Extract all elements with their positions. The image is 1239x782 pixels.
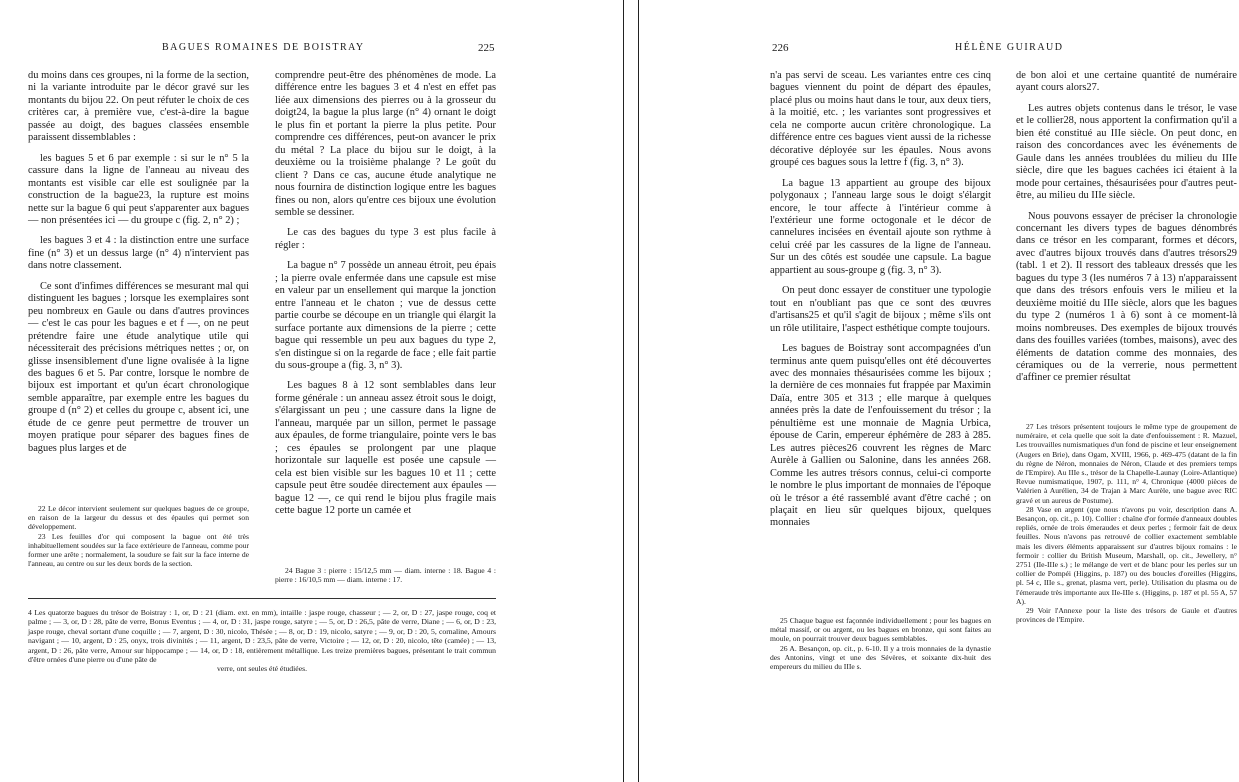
running-head-right: HÉLÈNE GUIRAUD bbox=[955, 42, 1064, 53]
footnote: 22 Le décor intervient seulement sur quelques bagues de ce groupe, en raison de la largeur du dessus et des épaules qui permet son développement. bbox=[28, 504, 249, 532]
footnote: 25 Chaque bague est façonnée individuellement ; pour les bagues en métal massif, or ou argent, ou les bagues en bronze, qui sont faites au moule, on pourrait trouver deux bagues semblables. bbox=[770, 616, 991, 644]
paragraph: n'a pas servi de sceau. Les variantes entre ces cinq bagues viennent du point de départ des épaules, placé plus ou moins haut dans le tour, aux deux tiers, à la moitié, etc. ; les variantes sont progressives et cela ne comporte aucun critère chronologique. La différence entre ces bagues vient aussi de la richesse décorative déployée sur les épaules. Nous avons groupé ces bagues sous la lettre f (fig. 3, n° 3). bbox=[770, 70, 991, 169]
paragraph: Ce sont d'infimes différences se mesurant mal qui distinguent les bagues ; lorsque les exemplaires sont peu nombreux en Gaule ou dans d'autres provinces — c'est le cas pour les bagues e et f —, on ne peut prétendre faire une étude analytique utile qui nécessiterait des précisions métriques nettes ; or, on glisse insensiblement d'une ligne ovalisée à la ligne des bagues 6 et 5. Par contre, lorsque le nombre de bijoux est important et qu'un écart chronologique semble apparaître, par exemple entre les bagues du groupe d (n° 2) et celles du groupe c, absent ici, une étude de ce genre peut permettre de trouver un moyen pratique pour séparer des bagues fines de bagues plus larges et de bbox=[28, 280, 249, 454]
right-column-1-footnotes bbox=[770, 616, 991, 671]
footnote: 4 Les quatorze bagues du trésor de Boistray : 1, or, D : 21 (diam. ext. en mm), intaille : jaspe rouge, chasseur ; — 2, or, D : 27, jaspe rouge, coq et palme ; — 3, or, D : 28, pâte de verre, Bonus Eventus ; — 4, or, D : 31, jaspe rouge, satyre ; — 5, or, D : 26,5, pâte de verre, Diane ; — 6, or, D : 23, jaspe rouge, cheval sortant d'une coquille ; — 7, argent, D : 30, nicolo, Thésée ; — 8, or, D : 19, nicolo, satyre ; — 9, or, D : 20, 5, cornaline, Amours navigant ; — 10, argent, D : 25, onyx, trois divinités ; — 11, argent, D : 23,5, pâte de verre, Victoire ; — 12, or, D : 20, nicolo, tête (camée) ; — 13, argent, D : 26, pâte verre, Amour sur hippocampe ; — 14, or, D : 18, entièrement métallique. Les treize premières bagues, présentant le trait commun d'être ornées d'une pierre ou d'une pâte de bbox=[28, 608, 496, 665]
right-page bbox=[639, 0, 1239, 782]
paragraph: La bague 13 appartient au groupe des bijoux polygonaux ; l'anneau large sous le doigt s'élargit encore, le tour affecte à l'intérieur comme à l'extérieur une forme octogonale et le décor de cannelures incisées en éventail ajoute son rythme à celui créé par les cassures de la ligne de l'anneau. Sur un des côtés est soudée une capsule. La bague appartient au sous-groupe g (fig. 3, n° 3). bbox=[770, 177, 991, 276]
paragraph: les bagues 3 et 4 : la distinction entre une surface fine (n° 3) et un dessus large (n° 4) n'intervient pas dans notre classement. bbox=[28, 235, 249, 272]
footnote-divider bbox=[28, 598, 496, 599]
right-column-2-footnotes bbox=[1016, 422, 1237, 624]
footnote: 27 Les trésors présentent toujours le même type de groupement de numéraire, et cela quelle que soit la date d'enfouissement : R. Mazuel, Les trouvailles numismatiques d'un fond de piscine et leur enseignement (Augers en Brie), dans Ogam, XVIII, 1966, p. 469-475 (datant de la fin du règne de Néron, monnaies de Néron, Claude et des premiers temps de l'Empire). Au IIIe s., trésor de la Chapelle-Launay (Loire-Atlantique) Revue numismatique, 1907, p. 111, n° 4, Chronique (4000 pièces de Valérien à Aurélien, 34 de Trajan à Marc Aurèle, une bague avec RIC gravé et un aureus de Postume). bbox=[1016, 422, 1237, 505]
paragraph: les bagues 5 et 6 par exemple : si sur le n° 5 la cassure dans la ligne de l'anneau au niveau des montants est visible car elle est soulignée par la construction de la bague23, la rupture est moins nette sur la bague 6 qui peut s'apparenter aux bagues — non présentées ici — du groupe c (fig. 2, n° 2) ; bbox=[28, 152, 249, 226]
left-column-2-footnote bbox=[275, 566, 496, 584]
paragraph: Les autres objets contenus dans le trésor, le vase et le collier28, nous apportent la confirmation qu'il a bien été constitué au IIIe siècle. On peut donc, en raison des concordances avec les événements de Gaule dans les années troublées du milieu du IIIe siècle, dire que les bagues cachées ici étaient à la mode pour certaines, thésaurisées pour d'autres peut-être, au milieu du IIIe siècle. bbox=[1016, 102, 1237, 202]
page-number-left: 225 bbox=[478, 42, 495, 54]
left-column-2 bbox=[275, 70, 496, 525]
right-column-2 bbox=[1016, 70, 1237, 393]
left-column-1-footnotes bbox=[28, 504, 249, 568]
paragraph: La bague n° 7 possède un anneau étroit, peu épais ; la pierre ovale enfermée dans une capsule est mise en valeur par un ensellement qui marque la jonction entre l'anneau et le chaton ; vue de dessus cette partie courbe se découpe en un triangle qui élargit la surface portante aux dimensions de la pierre ; cette bague qui ressemble un peu aux bagues du type 2, s'en distingue si on la regarde de face ; elle fait partie du sous-groupe a (fig. 3, n° 3). bbox=[275, 260, 496, 371]
page-edge-left bbox=[623, 0, 624, 782]
running-head-left: BAGUES ROMAINES DE BOISTRAY bbox=[162, 42, 365, 53]
paragraph: Les bagues de Boistray sont accompagnées d'un terminus ante quem puisqu'elles ont été découvertes avec des monnaies thésaurisées comme les bijoux ; la dernière de ces monnaies fut frappée par Maximin Daïa, entre 305 et 313 ; elle marque à quelques années près la date de l'enfouissement du trésor ; la pénultième est une monnaie de Magnia Urbica, épouse de Carin, empereur éphémère de 283 à 285. Les autres pièces26 couvrent les règnes de Marc Aurèle à Gallien ou Salonine, dans les années 268. Comme les autres trésors connus, celui-ci comporte le nombre le plus important de monnaies de l'époque où le trésor a été rassemblé avant d'être caché ; on plaçait en lieu sûr quelques bijoux, quelques monnaies bbox=[770, 343, 991, 529]
paragraph: Le cas des bagues du type 3 est plus facile à régler : bbox=[275, 227, 496, 251]
paragraph: comprendre peut-être des phénomènes de mode. La différence entre les bagues 3 et 4 n'est en effet pas liée aux dimensions des pierres ou à la grosseur du doigt24, la bague la plus large (n° 4) ornant le doigt le plus fin et portant la pierre la plus petite. Pour comprendre ces différences, peut-on avancer le prix du métal ? La place du bijou sur le doigt, à la deuxième ou la troisième phalange ? Le goût du client ? Dans ce cas, aucune étude analytique ne nous fournira de distinction logique entre les bagues fines ou non, alors qu'entre ces bijoux une évolution semble se dessiner. bbox=[275, 70, 496, 218]
paragraph: Nous pouvons essayer de préciser la chronologie concernant les divers types de bagues dénombrés dans ce trésor en les comparant, formes et décors, avec d'autres bijoux trouvés dans d'autres trésors29 (tabl. 1 et 2). Il ressort des tableaux dressés que les bagues du type 3 (les numéros 7 à 13) n'apparaissent que dans des trésors enfouis vers le milieu et la deuxième moitié du IIIe siècle, alors que les bagues du type 2 (numéros 1 à 6) sont à ce moment-là moins nombreuses. Des exemples de bijoux trouvés dans des fouilles variées (tombes, maisons), avec des éléments de datation comme des monnaies, des céramiques ou de la verrerie, nous permettent d'affiner ce premier résultat bbox=[1016, 210, 1237, 384]
paragraph: du moins dans ces groupes, ni la forme de la section, ni la variante introduite par le décor gravé sur les montants du bijou 22. On peut réfuter le choix de ces critères car, à première vue, c'est-à-dire la bague passée au doigt, des bagues classées ensemble paraissent dissemblables : bbox=[28, 70, 249, 144]
footnote: 26 A. Besançon, op. cit., p. 6-10. Il y a trois monnaies de la dynastie des Antonins, vingt et une des Sévères, et soixante dix-huit des empereurs du milieu du IIIe s. bbox=[770, 643, 991, 672]
footnote: 28 Vase en argent (que nous n'avons pu voir, description dans A. Besançon, op. cit., p. 10). Collier : chaîne d'or formée d'anneaux doubles repliés, ornée de trois émeraudes et deux perles ; fermoir fait de deux feuilles. Nous n'avons pas retrouvé de collier exactement semblable mais les divers éléments apparaissent sur d'autres bijoux romains : le fermoir : collier du British Museum, Marshall, op. cit., Jewellery, n° 2751 (IIe-IIIe s.) ; le mélange de vert et de blanc pour les perles sur un collier de Pompéi (Higgins, p. 187) ou des boucles d'oreilles (Higgins, pl. 54 c, IIIe s., grenat, plasma vert, perle). Utilisation du plasma ou de l'émeraude très importante aux IIe-IIIe s. (Higgins, p. 187 et pl. 55 A, 57 A). bbox=[1016, 504, 1237, 606]
footnote-last-line: verre, ont seules été étudiées. bbox=[216, 664, 308, 674]
paragraph: de bon aloi et une certaine quantité de numéraire ayant cours alors27. bbox=[1016, 70, 1237, 94]
footnote: 29 Voir l'Annexe pour la liste des trésors de Gaule et d'autres provinces de l'Empire. bbox=[1016, 606, 1237, 625]
page-number-right: 226 bbox=[772, 42, 789, 54]
footnote: 24 Bague 3 : pierre : 15/12,5 mm — diam. interne : 18. Bague 4 : pierre : 16/10,5 mm — diam. interne : 17. bbox=[275, 566, 496, 585]
book-gutter bbox=[623, 0, 639, 782]
paragraph: On peut donc essayer de constituer une typologie tout en n'oubliant pas que ce sont des œuvres d'artisans25 et qu'il s'agit de bijoux ; même s'ils ont un rôle utilitaire, l'aspect esthétique compte toujours. bbox=[770, 285, 991, 334]
left-column-1 bbox=[28, 70, 249, 463]
right-column-1 bbox=[770, 70, 991, 538]
paragraph: Les bagues 8 à 12 sont semblables dans leur forme générale : un anneau assez étroit sous le doigt, s'élargissant un peu ; une cassure dans la ligne de l'anneau, marquée par un sillon, permet le passage aux épaules, de forme triangulaire, pointe vers le bas ; ces épaules se prolongent par une plaque horizontale sur laquelle est posée une capsule — cela est bien visible sur les bagues 10 et 11 ; cette capsule peut être soudée directement aux épaules — bague 12 —, ce qui rend le bijou plus fragile mais cette bague 12 porte un camée et bbox=[275, 380, 496, 516]
footnote: 23 Les feuilles d'or qui composent la bague ont été très inhabituellement soudées sur la face extérieure de l'anneau, comme pour former une arête ; normalement, la soudure se fait sur la face interne de l'anneau, au centre ou sur les deux bords de la section. bbox=[28, 531, 249, 569]
wide-footnote bbox=[28, 608, 496, 674]
